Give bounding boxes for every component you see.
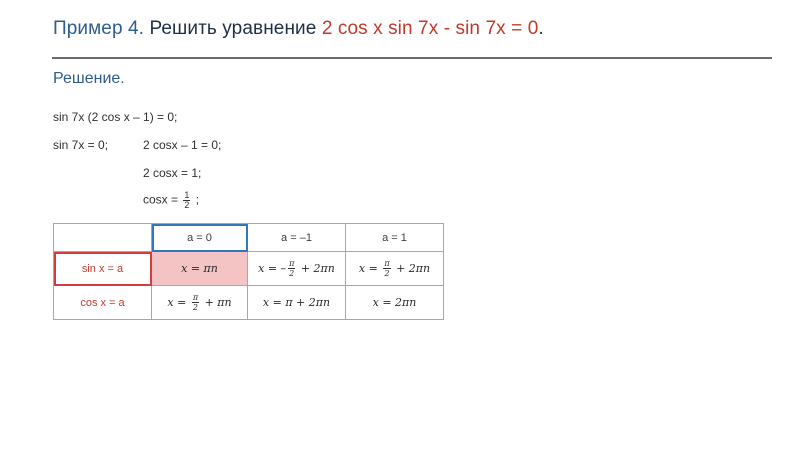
title-text: Решить уравнение [144,18,322,39]
fraction-numerator: π [192,293,199,302]
fraction-numerator: π [384,259,390,268]
fraction-denominator: 2 [289,269,295,278]
cell-cos-a-minus1-formula: x = π + 2πn [262,296,331,309]
cell-sin-a1 [346,252,444,286]
formula-part: + πn [201,295,232,309]
fraction-denominator: 2 [384,269,390,278]
step-4 [143,191,199,210]
row-label-sin: sin x = a [54,252,152,286]
title-equation: 2 cos x sin 7x - sin 7x = 0 [321,18,539,39]
step-4-suffix: ; [192,192,200,207]
step-2-right: 2 cosx – 1 = 0; [143,138,222,152]
step-2-left: sin 7x = 0; [53,138,109,152]
step-4-denominator: 2 [184,200,190,210]
cell-cos-a1-formula: x = 2πn [372,296,417,309]
cell-cos-a1 [346,286,444,320]
formula-part: x = [358,261,382,275]
solution-heading: Решение. [53,70,125,87]
formula-part: + 2πn [297,261,335,275]
step-4-prefix: cosx = [143,192,182,207]
step-4-fraction [183,191,190,210]
formula-fraction [192,293,199,312]
header-cell-a0: a = 0 [152,224,248,252]
formula-fraction [288,259,295,278]
cell-sin-a-minus1 [248,252,346,286]
table-row [54,286,444,320]
title-end: . [538,18,544,39]
formula-part: + 2πn [392,261,431,275]
step-4-numerator: 1 [184,190,190,200]
fraction-denominator: 2 [192,303,198,312]
step-3: 2 cosx = 1; [143,166,202,180]
formula-part: x = [167,295,190,309]
cell-cos-a0-formula [167,293,232,312]
header-cell-empty [54,224,152,252]
table-row [54,252,444,286]
cell-cos-a0 [152,286,248,320]
cell-sin-a-minus1-formula [258,259,335,278]
formula-fraction [383,259,390,278]
cell-sin-a0 [152,252,248,286]
formula-part: x = – [258,261,287,275]
solution-table [53,223,444,320]
cell-sin-a0-formula: x = πn [181,262,218,275]
fraction-numerator: π [289,259,295,268]
step-1: sin 7x (2 cos x – 1) = 0; [53,110,178,124]
title-prefix: Пример 4. [53,18,145,39]
header-cell-a-minus1: a = –1 [248,224,346,252]
page-title [53,18,544,40]
row-label-cos: cos x = a [54,286,152,320]
header-cell-a1: a = 1 [346,224,444,252]
title-divider [52,57,772,59]
table-header-row [54,224,444,252]
cell-cos-a-minus1 [248,286,346,320]
cell-sin-a1-formula [358,259,431,278]
